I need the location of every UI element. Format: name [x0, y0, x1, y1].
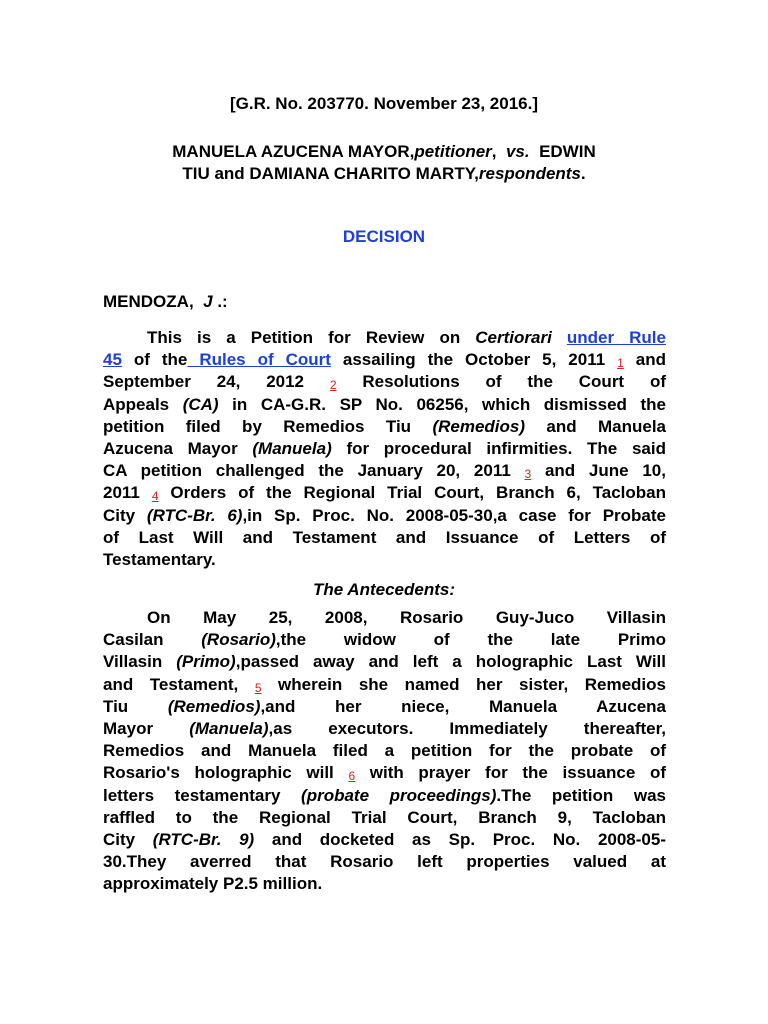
- footnote-6-link[interactable]: 6: [348, 769, 356, 784]
- decision-title: DECISION: [342, 227, 426, 246]
- p1-line: 45 of the Rules of Court assailing the October 5, 2011 1 and: [103, 350, 666, 371]
- respondent-name-part2: TIU and DAMIANA CHARITO MARTY,: [182, 164, 479, 183]
- p1-line: Testamentary.: [103, 549, 216, 569]
- footnote-2-link[interactable]: 2: [329, 378, 337, 393]
- section-heading: The Antecedents:: [312, 580, 455, 599]
- petitioner-role: petitioner: [414, 142, 492, 161]
- p2-line: City (RTC-Br. 9) and docketed as Sp. Proc. No. 2008-05-: [103, 829, 666, 849]
- p2-line: and Testament, 5 wherein she named her sister, Remedios: [103, 674, 666, 695]
- footnote-5-link[interactable]: 5: [254, 680, 262, 695]
- under-rule-link[interactable]: under Rule: [566, 328, 666, 347]
- p2-line: approximately P2.5 million.: [103, 874, 323, 894]
- p1-line: City (RTC-Br. 6),in Sp. Proc. No. 2008-05-30,a case for Probate: [103, 505, 666, 525]
- p2-line: Villasin (Primo),passed away and left a holographic Last Will: [103, 652, 666, 672]
- footnote-3-link[interactable]: 3: [524, 467, 532, 482]
- ponente-initial: J: [203, 292, 213, 311]
- ponente-name: MENDOZA,: [103, 292, 194, 311]
- respondent-name-part1: EDWIN: [539, 142, 596, 161]
- rule-45-link[interactable]: 45: [103, 350, 122, 370]
- p1-line: of Last Will and Testament and Issuance of Letters of: [103, 527, 666, 547]
- p2-line: letters testamentary (probate proceedings).The petition was: [103, 785, 666, 805]
- p2-line: Tiu (Remedios),and her niece, Manuela Azucena: [103, 696, 666, 716]
- p2-line: 30.They averred that Rosario left properties valued at: [103, 852, 666, 872]
- rules-of-court-link[interactable]: Rules of Court: [187, 350, 331, 370]
- ponente-line: [103, 291, 228, 313]
- footnote-1-link[interactable]: 1: [617, 356, 624, 371]
- case-citation: [G.R. No. 203770. November 23, 2016.]: [229, 94, 539, 113]
- versus-label: vs.: [505, 142, 530, 161]
- p2-line: Casilan (Rosario),the widow of the late Primo: [103, 630, 666, 650]
- p2-line: Rosario's holographic will 6 with prayer for the issuance of: [103, 763, 667, 784]
- footnote-4-link[interactable]: 4: [151, 489, 159, 504]
- p1-line: Azucena Mayor (Manuela) for procedural infirmities. The said: [103, 438, 666, 458]
- ponente-suffix: .:: [217, 292, 228, 311]
- parties-line-2: TIU and DAMIANA CHARITO MARTY,respondents.: [182, 164, 586, 183]
- parties-line-1: MANUELA AZUCENA MAYOR,petitioner, vs. EDWIN: [172, 142, 596, 161]
- p1-line: CA petition challenged the January 20, 2011 3 and June 10,: [103, 461, 666, 482]
- p1-line: petition filed by Remedios Tiu (Remedios) and Manuela: [103, 416, 666, 436]
- respondent-role: respondents: [478, 164, 581, 183]
- paragraph-2: [103, 607, 666, 895]
- p2-line: raffled to the Regional Trial Court, Branch 9, Tacloban: [103, 807, 666, 827]
- p2-line: Mayor (Manuela),as executors. Immediately thereafter,: [103, 718, 667, 738]
- petitioner-name: MANUELA AZUCENA MAYOR,: [172, 142, 415, 161]
- p2-line: Remedios and Manuela filed a petition for the probate of: [103, 741, 666, 761]
- p1-line: 2011 4 Orders of the Regional Trial Court, Branch 6, Tacloban: [103, 483, 666, 504]
- p2-line: On May 25, 2008, Rosario Guy-Juco Villasin: [147, 608, 666, 627]
- p1-line: This is a Petition for Review on Certiorari under Rule: [147, 328, 666, 347]
- paragraph-1: [103, 327, 666, 571]
- p1-line: Appeals (CA) in CA-G.R. SP No. 06256, which dismissed the: [103, 394, 666, 414]
- p1-line: September 24, 2012 2 Resolutions of the Court of: [103, 372, 666, 393]
